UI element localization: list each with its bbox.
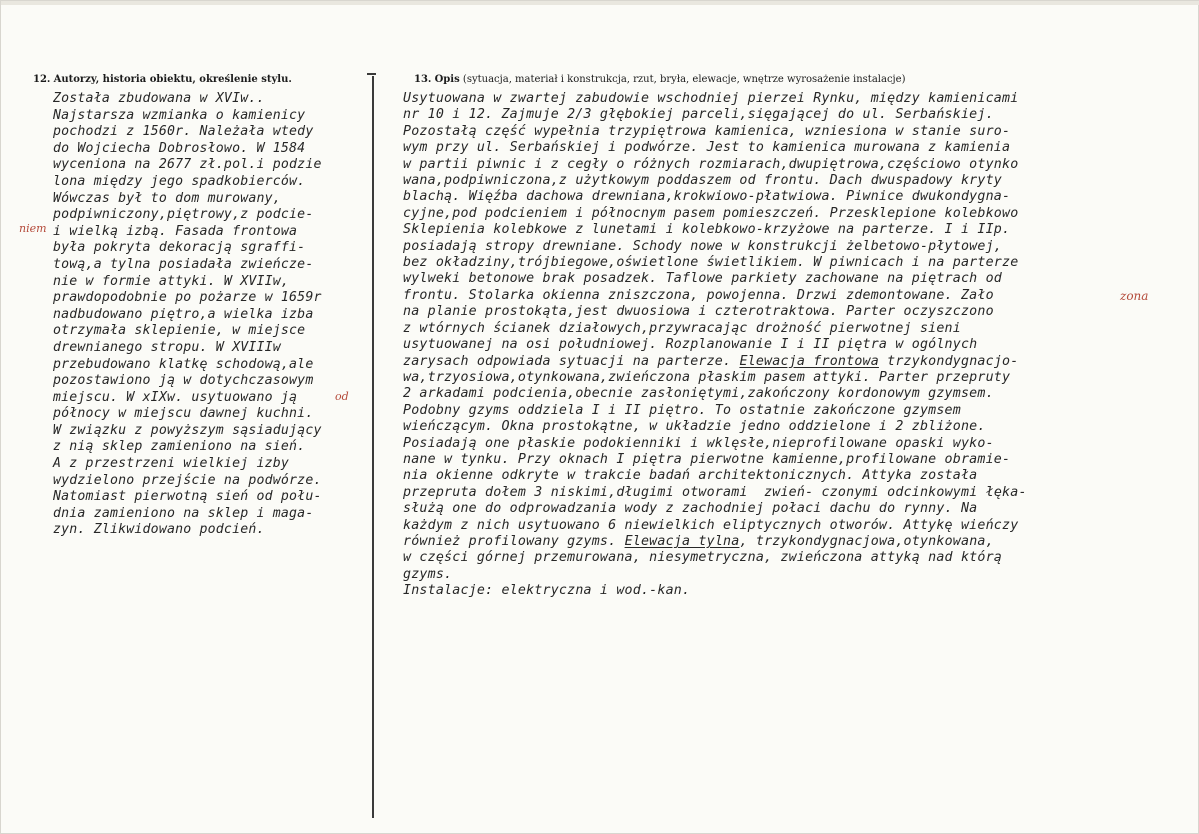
description-line: Instalacje: elektryczna i wod.-kan.	[403, 583, 691, 599]
line-text: zwień	[764, 484, 806, 500]
history-line: podpiwniczony,piętrowy,z podcie-	[53, 207, 314, 223]
line-text: czonymi odcinkowymi łęka-	[821, 484, 1027, 500]
history-line: otrzymała sklepienie, w miejsce	[53, 323, 306, 339]
history-line: przebudowano klatkę schodową,ale	[53, 356, 314, 372]
history-line: pozostawiono ją w dotychczasowym	[53, 373, 314, 389]
line-text: zarysach odpowiada sytuacji na parterze.	[403, 353, 732, 369]
description-line: 2 arkadami podcienia,obecnie zasłoniętymi,zakończony kordonowym gzymsem.	[403, 386, 994, 402]
line-text: , trzykondygnacjowa,otynkowana,	[739, 533, 994, 549]
description-line: Pozostałą część wypełnia trzypiętrowa kamienica, wzniesiona w stanie suro-	[403, 123, 1011, 139]
description-line: bez okładziny,trójbiegowe,oświetlone świetlikiem. W piwnicach i na parterze	[403, 255, 1019, 271]
history-line: była pokryta dekoracją sgraffi-	[53, 240, 306, 256]
description-line: wylweki betonowe brak posadzek. Taflowe parkiety zachowane na piętrach od	[403, 271, 1002, 287]
history-line: miejscu. W xIXw. usytuowano ją	[53, 389, 298, 405]
history-line: nadbudowano piętro,a wielka izba	[53, 306, 314, 322]
description-line: wym przy ul. Serbańskiej i podwórze. Jest to kamienica murowana z kamienia	[403, 140, 1011, 156]
description-line: służą one do odprowadzania wody z zachodniej połaci dachu do rynny. Na	[403, 501, 978, 517]
section-12-title: Autorzy, historia obiektu, określenie stylu.	[53, 74, 292, 85]
history-line: drewnianego stropu. W XVIIIw	[53, 339, 281, 355]
description-line: każdym z nich usytuowano 6 niewielkich eliptycznych otworów. Attykę wieńczy	[403, 517, 1019, 533]
description-line: przepruta dołem 3 niskimi,długimi otworami zwień- czonymi odcinkowymi łęka-	[403, 484, 1027, 500]
history-line: północy w miejscu dawnej kuchni.	[53, 406, 314, 422]
description-line: cyjne,pod podcieniem i północnym pasem pomieszczeń. Przesklepione kolebkowo	[403, 205, 1019, 221]
history-line: pochodzi z 1560r. Należała wtedy	[53, 124, 314, 140]
history-line: zyn. Zlikwidowano podcień.	[53, 522, 265, 538]
history-line: nie w formie attyki. W XVIIw,	[53, 273, 290, 289]
divider-tick	[367, 73, 376, 75]
elewacja-tylna-heading: Elewacja tylna	[624, 533, 740, 549]
section-13-title: Opis	[434, 74, 460, 85]
elewacja-frontowa-heading: Elewacja frontowa	[739, 353, 879, 369]
description-line: gzyms.	[403, 566, 453, 582]
description-line: w części górnej przemurowana, niesymetryczna, zwieńczona attyką nad którą	[403, 550, 1002, 566]
column-divider	[372, 76, 374, 818]
margin-note-zona: zona	[1120, 289, 1149, 303]
line-text: trzykondygnacjo-	[878, 353, 1019, 369]
description-line: frontu. Stolarka okienna zniszczona, powojenna. Drzwi zdemontowane. Zało	[403, 287, 994, 303]
description-line	[403, 534, 1027, 550]
card-top-edge	[1, 1, 1199, 5]
section-13-number: 13.	[414, 74, 432, 85]
line-text: przepruta dołem 3 niskimi,długimi otworami	[403, 484, 748, 500]
section-12-number: 12.	[33, 74, 51, 85]
history-line: z nią sklep zamieniono na sień.	[53, 439, 306, 455]
description-line: Podobny gzyms oddziela I i II piętro. To ostatnie zakończone gzymsem	[403, 402, 961, 418]
description-line: posiadają stropy drewniane. Schody nowe w konstrukcji żelbetowo-płytowej,	[403, 238, 1002, 254]
description-line: wana,podpiwniczona,z użytkowym poddaszem od frontu. Dach dwuspadowy kryty	[403, 173, 1002, 189]
description-line: wieńczącym. Okna prostokątne, w układzie jedno oddzielone i 2 zbliżone.	[403, 419, 986, 435]
history-line: i wielką izbą. Fasada frontowa	[53, 223, 298, 239]
history-line: wyceniona na 2677 zł.pol.i podzie	[53, 157, 322, 173]
line-text: również profilowany gzyms.	[403, 533, 617, 549]
history-line: Najstarsza wzmianka o kamienicy	[53, 107, 306, 123]
history-line: A z przestrzeni wielkiej izby	[53, 456, 290, 472]
description-line: nr 10 i 12. Zajmuje 2/3 głębokiej parceli,sięgającej do ul. Serbańskiej.	[403, 107, 994, 123]
history-line: Natomiast pierwotną sień od połu-	[53, 489, 322, 505]
description-line: Posiadają one płaskie podokienniki i wklęsłe,nieprofilowane opaski wyko-	[403, 435, 994, 451]
section-13-heading	[414, 74, 905, 85]
history-line: Została zbudowana w XVIw..	[53, 91, 265, 106]
description-line: Usytuowana w zwartej zabudowie wschodniej pierzei Rynku, między kamienicami	[403, 91, 1019, 106]
history-line: prawdopodobnie po pożarze w 1659r	[53, 290, 322, 306]
description-line: Sklepienia kolebkowe z lunetami i kolebkowo-krzyżowe na parterze. I i IIp.	[403, 222, 1011, 238]
description-text	[403, 91, 1027, 600]
description-line	[403, 354, 1027, 370]
description-line: w partii piwnic i z cegły o różnych rozmiarach,dwupiętrowa,częściowo otynko	[403, 156, 1019, 172]
margin-note-od: od	[335, 390, 349, 403]
history-line: dnia zamieniono na sklep i maga-	[53, 505, 314, 521]
section-13-subtitle: (sytuacja, materiał i konstrukcja, rzut, bryła, elewacje, wnętrze wyrosażenie instalacje)	[462, 74, 906, 85]
history-line: tową,a tylna posiadała zwieńcze-	[53, 256, 314, 272]
section-12-heading	[33, 74, 292, 85]
description-line: usytuowanej na osi południowej. Rozplanowanie I i II piętra w ogólnych	[403, 337, 978, 353]
description-line: z wtórnych ścianek działowych,przywracając drożność pierwotnej sieni	[403, 320, 961, 336]
history-line: W związku z powyższym sąsiadujący	[53, 422, 322, 438]
description-line: wa,trzyosiowa,otynkowana,zwieńczona płaskim pasem attyki. Parter przepruty	[403, 369, 1011, 385]
description-line: na planie prostokąta,jest dwuosiowa i czterotraktowa. Parter oczyszczono	[403, 304, 994, 320]
history-text	[53, 91, 322, 539]
history-line: lona między jego spadkobierców.	[53, 173, 306, 189]
history-line: do Wojciecha Dobrosłowo. W 1584	[53, 140, 306, 156]
history-line: wydzielono przejście na podwórze.	[53, 472, 322, 488]
description-line: blachą. Więźba dachowa drewniana,krokwiowo-płatwiowa. Piwnice dwukondygna-	[403, 189, 1011, 205]
description-line: nane w tynku. Przy oknach I piętra pierwotne kamienne,profilowane obramie-	[403, 451, 1011, 467]
description-line: nia okienne odkryte w trakcie badań architektonicznych. Attyka została	[403, 468, 978, 484]
history-line: Wówczas był to dom murowany,	[53, 190, 281, 206]
margin-note-niem: niem	[19, 222, 47, 235]
